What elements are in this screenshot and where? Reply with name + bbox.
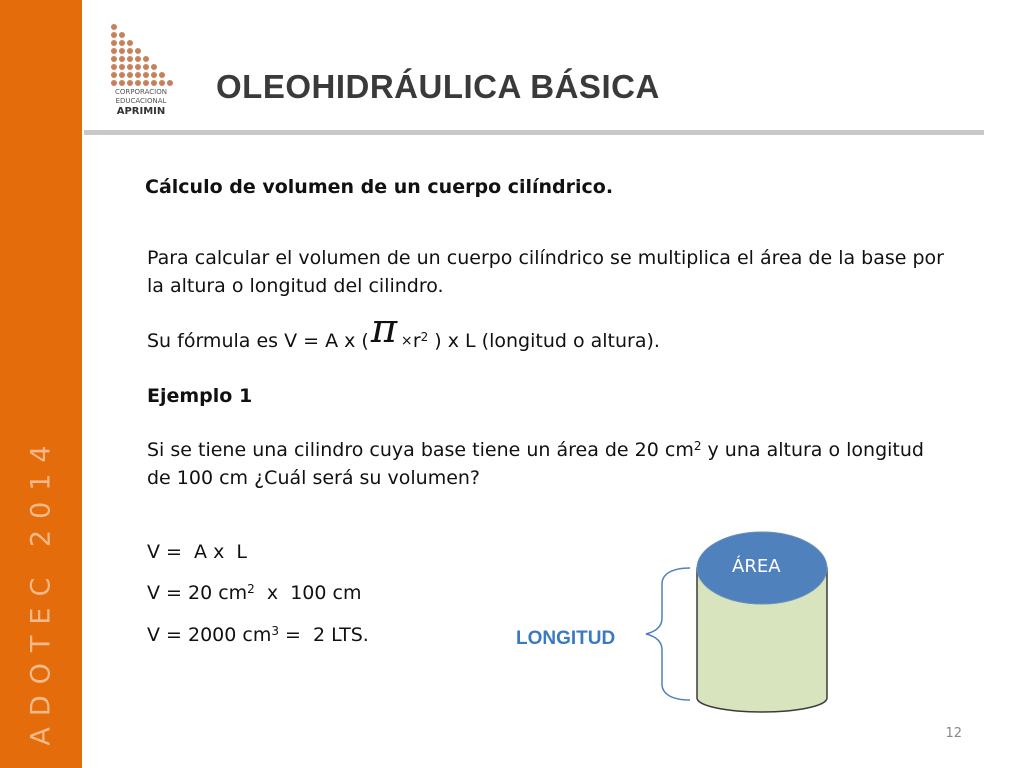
formula-r: r [412,330,421,352]
calc-line-3-exponent: 3 [271,624,279,638]
calc-line-3-a: V = 2000 cm [147,624,272,646]
logo-line-2: EDUCACIONAL [115,97,167,105]
length-brace-icon [646,568,690,700]
calc-line-3-b: = 2 LTS. [279,624,369,646]
logo-line-1: CORPORACION [115,88,167,96]
calc-line-2-exponent: 2 [247,582,255,596]
intro-paragraph: Para calcular el volumen de un cuerpo cilíndrico se multiplica el área de la base por la altura o longitud del cilindro. [147,247,944,297]
page-title: OLEOHIDRÁULICA BÁSICA [216,68,660,105]
example-exponent: 2 [693,439,702,453]
length-label: LONGITUD [516,628,616,649]
example-part-1: Si se tiene una cilindro cuya base tiene un área de 20 cm [147,439,694,461]
formula-times: × [400,333,413,349]
calc-line-2-b: x 100 cm [254,582,362,604]
sidebar-vertical-text: ADOTEC 2014 [25,434,57,746]
logo-line-3: APRIMIN [116,106,166,117]
page-number: 12 [945,726,962,741]
formula-suffix: ) x L (longitud o altura). [428,330,660,352]
calc-line-2-a: V = 20 cm [147,582,248,604]
formula-prefix: Su fórmula es V = A x ( [147,330,369,352]
formula-r-exponent: 2 [420,330,429,344]
section-subtitle: Cálculo de volumen de un cuerpo cilíndrico. [145,176,614,198]
example-heading: Ejemplo 1 [147,385,253,407]
calc-line-1: V = A x L [147,541,247,563]
example-part-2: y una altura o longitud de 100 cm ¿Cuál será su volumen? [147,439,924,489]
area-label: ÁREA [732,556,781,577]
pi-icon: π × [369,327,413,349]
